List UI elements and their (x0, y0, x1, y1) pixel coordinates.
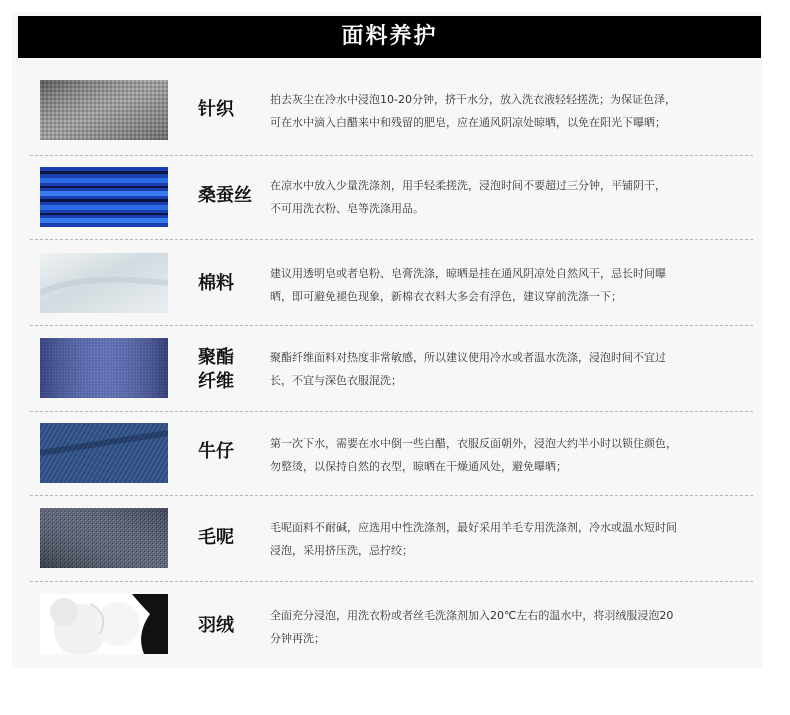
care-text-line: 晒，即可避免褪色现象，新棉衣衣料大多会有浮色，建议穿前洗涤一下； (270, 290, 622, 303)
fabric-name-line: 纤维 (198, 371, 234, 392)
care-text-line: 聚酯纤维面料对热度非常敏感，所以建议使用冷水或者温水洗涤，浸泡时间不宜过 (270, 351, 666, 364)
fabric-name (198, 98, 268, 122)
fabric-care-text (270, 516, 740, 562)
fabric-row-polyester (18, 326, 761, 412)
fabric-name (198, 440, 268, 464)
fabric-row-knit (18, 68, 761, 156)
polyester-fabric-swatch (40, 338, 168, 398)
fabric-name-line: 羽绒 (198, 615, 234, 636)
care-text-line: 浸泡，采用挤压洗，忌拧绞； (270, 544, 413, 557)
fabric-care-text (270, 604, 740, 650)
care-text-line: 勿整烫，以保持自然的衣型，晾晒在干燥通风处，避免曝晒； (270, 460, 567, 473)
care-text-line: 拍去灰尘在冷水中浸泡10-20分钟，挤干水分，放入洗衣液轻轻搓洗；为保证色泽， (270, 93, 676, 106)
fabric-name (198, 272, 268, 296)
fabric-care-text (270, 174, 740, 220)
page-title: 面料养护 (18, 16, 761, 58)
fabric-name-line: 牛仔 (198, 441, 234, 462)
fabric-name-line: 聚酯 (198, 347, 234, 368)
fabric-name (198, 184, 268, 208)
denim-fabric-swatch (40, 423, 168, 483)
fabric-name-line: 棉料 (198, 273, 234, 294)
fabric-care-text (270, 432, 740, 478)
fabric-name (198, 346, 268, 394)
wool-fabric-swatch (40, 508, 168, 568)
fabric-care-text (270, 346, 740, 392)
knit-fabric-swatch (40, 80, 168, 140)
care-text-line: 第一次下水，需要在水中倒一些白醋，衣服反面朝外，浸泡大约半小时以锁住颜色， (270, 437, 677, 450)
fabric-row-down (18, 582, 761, 668)
fabric-row-silk (18, 156, 761, 240)
fabric-row-cotton (18, 240, 761, 326)
care-text-line: 可在水中滴入白醋来中和残留的肥皂，应在通风阴凉处晾晒，以免在阳光下曝晒； (270, 116, 666, 129)
care-text-line: 不可用洗衣粉、皂等洗涤用品。 (270, 202, 424, 215)
fabric-care-text (270, 88, 740, 134)
down-feather-swatch (40, 594, 168, 654)
fabric-row-wool (18, 496, 761, 582)
silk-fabric-swatch (40, 167, 168, 227)
fabric-name-line: 毛呢 (198, 527, 234, 548)
cotton-fabric-swatch (40, 253, 168, 313)
care-text-line: 全面充分浸泡，用洗衣粉或者丝毛洗涤剂加入20℃左右的温水中，将羽绒服浸泡20 (270, 609, 674, 622)
fabric-name (198, 526, 268, 550)
fabric-row-denim (18, 412, 761, 496)
care-text-line: 毛呢面料不耐碱，应选用中性洗涤剂，最好采用羊毛专用洗涤剂，冷水或温水短时间 (270, 521, 677, 534)
care-text-line: 长，不宜与深色衣服混洗； (270, 374, 402, 387)
care-text-line: 分钟再洗； (270, 632, 325, 645)
fabric-name-line: 桑蚕丝 (198, 185, 252, 206)
fabric-name (198, 614, 268, 638)
care-text-line: 建议用透明皂或者皂粉、皂膏洗涤，晾晒是挂在通风阴凉处自然风干，忌长时间曝 (270, 267, 666, 280)
care-text-line: 在凉水中放入少量洗涤剂，用手轻柔搓洗，浸泡时间不要超过三分钟，平铺阴干， (270, 179, 666, 192)
fabric-care-text (270, 262, 740, 308)
fabric-name-line: 针织 (198, 99, 234, 120)
